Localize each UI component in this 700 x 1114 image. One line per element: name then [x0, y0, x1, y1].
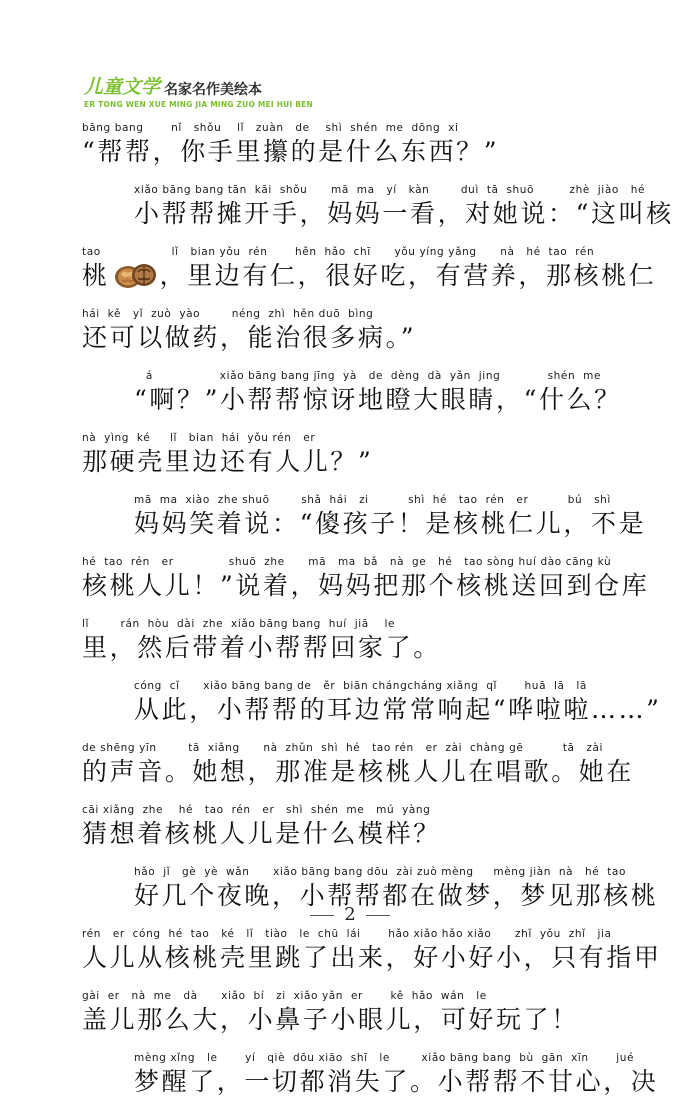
hanzi-line: 梦醒了，一切都消失了。小帮帮不甘心，决: [134, 1067, 659, 1096]
pinyin-line: lǐ rán hòu dài zhe xiǎo bāng bang huí jiā le: [82, 618, 396, 630]
hanzi-line: “啊？”小帮帮惊讶地瞪大眼睛，“什么？: [134, 385, 622, 414]
pinyin-line: gài er nà me dà xiǎo bí zi xiǎo yǎn er kě hǎo wán le: [82, 990, 487, 1002]
hanzi-line: 人儿从核桃壳里跳了出来，好小好小，只有指甲: [82, 943, 662, 972]
series-subtitle: 名家名作美绘本: [164, 82, 263, 98]
pinyin-line: tao lǐ bian yǒu rén hěn hǎo chī yǒu yíng yǎng nà hé tao rén: [82, 246, 595, 258]
pinyin-line: hé tao rén er shuō zhe mā ma bǎ nà ge hé tao sòng huí dào cāng kù: [82, 556, 612, 568]
pinyin-line: de shēng yīn tā xiǎng nà zhǔn shì hé tao rén er zài chàng gē tā zài: [82, 742, 604, 754]
hanzi-segment: 桃: [82, 261, 110, 290]
text-line: [82, 246, 657, 308]
text-line: [82, 618, 622, 680]
hanzi-segment: ，里边有仁，很好吃，有营养，那核桃仁: [159, 261, 657, 290]
walnut-icon: [112, 260, 158, 290]
pinyin-line: bāng bang nǐ shǒu lǐ zuàn de shì shén me dōng xi: [82, 122, 459, 134]
series-title: 儿童文学: [84, 76, 161, 98]
pinyin-line: cóng cǐ xiǎo bāng bang de ěr biān chángcháng xiǎng qǐ huā lā lā: [134, 680, 587, 692]
text-line: [82, 184, 674, 246]
text-line: [82, 1052, 659, 1114]
footer-dash-right: [366, 915, 390, 916]
text-line: [82, 432, 622, 494]
text-line: [82, 370, 622, 432]
hanzi-line: 的声音。她想，那准是核桃人儿在唱歌。她在: [82, 757, 635, 786]
pinyin-line: mèng xǐng le yí qiè dōu xiāo shī le xiǎo bāng bang bù gān xīn jué: [134, 1052, 635, 1064]
hanzi-line: “帮帮，你手里攥的是什么东西？”: [82, 137, 500, 166]
page-number: 2: [344, 904, 356, 925]
story-text: [82, 122, 674, 1114]
hanzi-line: 盖儿那么大，小鼻子小眼儿，可好玩了！: [82, 1005, 579, 1034]
hanzi-line: 小帮帮摊开手，妈妈一看，对她说：“这叫核: [134, 199, 674, 228]
pinyin-line: nà yìng ké lǐ bian hái yǒu rén er: [82, 432, 316, 444]
hanzi-line: 猜想着核桃人儿是什么模样？: [82, 819, 441, 848]
hanzi-line: 核桃人儿！”说着，妈妈把那个核桃送回到仓库: [82, 571, 650, 600]
hanzi-line: 妈妈笑着说：“傻孩子！是核桃仁儿，不是: [134, 509, 647, 538]
pinyin-line: mā ma xiào zhe shuō shǎ hái zi shì hé tao rén er bú shì: [134, 494, 611, 506]
pinyin-line: hái kě yǐ zuò yào néng zhì hěn duō bìng: [82, 308, 374, 320]
text-line: [82, 680, 662, 742]
pinyin-line: xiǎo bāng bang tān kāi shǒu mā ma yí kàn duì tā shuō zhè jiào hé: [134, 184, 646, 196]
hanzi-line: 从此，小帮帮的耳边常常响起“哗啦啦……”: [134, 695, 662, 724]
text-line: [82, 742, 635, 804]
hanzi-line: 还可以做药，能治很多病。”: [82, 323, 417, 352]
text-line: [82, 308, 622, 370]
hanzi-line: [82, 260, 656, 292]
footer-dash-left: [310, 915, 334, 916]
text-line: [82, 928, 662, 990]
hanzi-line: 里，然后带着小帮帮回家了。: [82, 633, 441, 662]
hanzi-line: 那硬壳里边还有人儿？”: [82, 447, 374, 476]
pinyin-line: hǎo jǐ gè yè wǎn xiǎo bāng bang dōu zài zuò mèng mèng jiàn nà hé tao: [134, 866, 626, 878]
hanzi-line: 好几个夜晚，小帮帮都在做梦，梦见那核桃: [134, 881, 659, 910]
text-line: [82, 804, 622, 866]
book-header: [84, 72, 313, 109]
pinyin-line: cāi xiǎng zhe hé tao rén er shì shén me mú yàng: [82, 804, 431, 816]
pinyin-line: rén er cóng hé tao ké lǐ tiào le chū lái hǎo xiǎo hǎo xiǎo zhǐ yǒu zhǐ jia: [82, 928, 612, 940]
series-pinyin: ER TONG WEN XUE MING JIA MING ZUO MEI HUI BEN: [84, 100, 313, 109]
pinyin-line: á xiǎo bāng bang jīng yà de dèng dà yǎn jing shén me: [134, 370, 602, 382]
text-line: [82, 556, 650, 618]
brand-row: [84, 72, 313, 99]
page-footer: [0, 904, 700, 925]
text-line: [82, 122, 622, 184]
text-line: [82, 990, 622, 1052]
text-line: [82, 494, 647, 556]
